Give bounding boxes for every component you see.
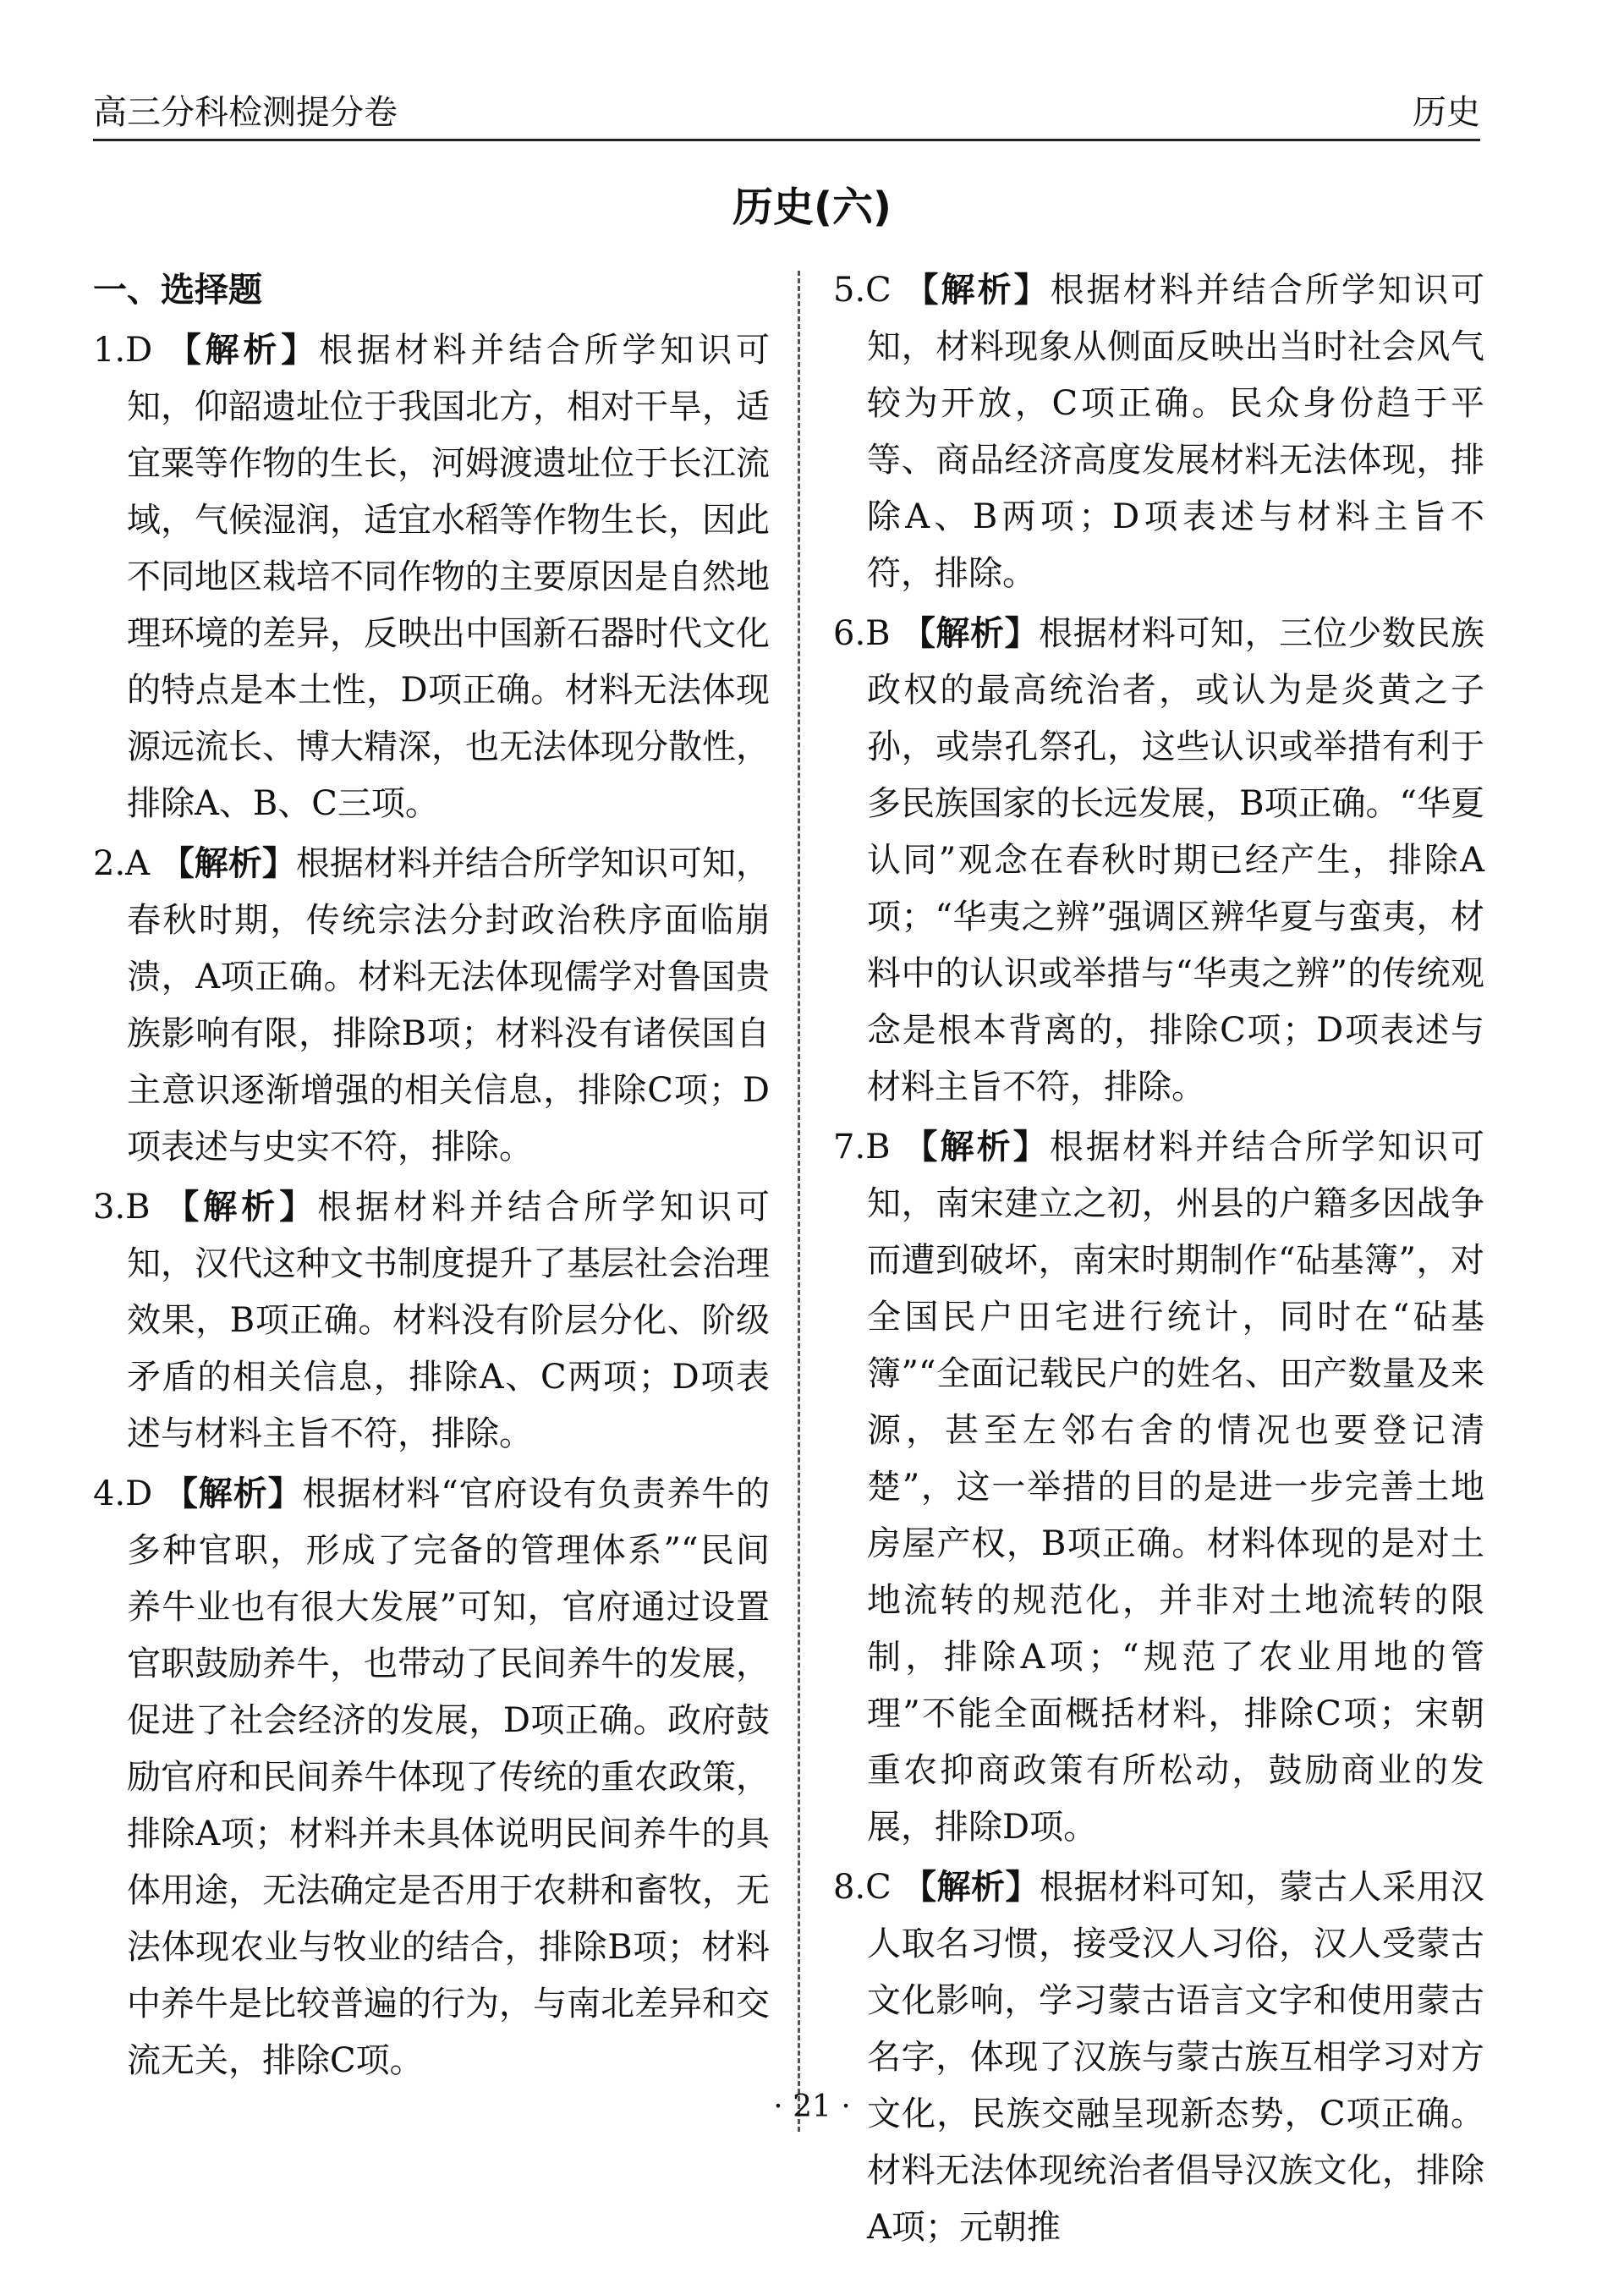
- header-series-title: 高三分科检测提分卷: [93, 93, 398, 132]
- header-subject: 历史: [1413, 93, 1480, 132]
- answer-text: 根据材料“官府设有负责养牛的多种官职，形成了完备的管理体系”“民间养牛业也有很大发展”可知，官府通过设置官职鼓励养牛，也带动了民间养牛的发展，促进了社会经济的发展，D项正确。政府鼓励官府和民间养牛体现了传统的重农政策，排除A项；材料并未具体说明民间养牛的具体用途，无法确定是否用于农耕和畜牧，无法体现农业与牧业的结合，排除B项；材料中养牛是比较普遍的行为，与南北差异和交流无关，排除C项。: [127, 1474, 770, 2080]
- answer-item-7: [833, 1119, 1484, 1856]
- analysis-tag: 【解析】: [903, 1128, 1050, 1167]
- answer-number: 2.A: [93, 844, 151, 883]
- analysis-tag: 【解析】: [165, 1188, 318, 1227]
- answer-number: 4.D: [93, 1474, 153, 1513]
- analysis-tag: 【解析】: [904, 271, 1051, 310]
- answer-number: 8.C: [833, 1868, 892, 1907]
- answer-item-2: [93, 836, 770, 1176]
- analysis-tag: 【解析】: [163, 1474, 303, 1513]
- page-title: 历史(六): [732, 184, 892, 231]
- answer-text: 根据材料并结合所学知识可知，春秋时期，传统宗法分封政治秩序面临崩溃，A项正确。材料无法体现儒学对鲁国贵族影响有限，排除B项；材料没有诸侯国自主意识逐渐增强的相关信息，排除C项；D项表述与史实不符，排除。: [127, 844, 771, 1167]
- column-divider: [798, 271, 800, 2132]
- answer-item-1: [93, 322, 770, 832]
- section-heading: 一、选择题: [93, 271, 262, 310]
- analysis-tag: 【解析】: [160, 844, 296, 883]
- page-number: · 21 ·: [773, 2089, 851, 2124]
- answer-item-3: [93, 1179, 770, 1463]
- answer-number: 3.B: [93, 1188, 151, 1227]
- analysis-tag: 【解析】: [167, 331, 320, 370]
- page-header: [93, 88, 1480, 141]
- answer-item-4: [93, 1466, 770, 2089]
- answer-number: 5.C: [833, 271, 892, 310]
- answer-item-6: [833, 606, 1484, 1116]
- answer-text: 根据材料并结合所学知识可知，材料现象从侧面反映出当时社会风气较为开放，C项正确。民众身份趋于平等、商品经济高度发展材料无法体现，排除A、B两项；D项表述与材料主旨不符，排除。: [867, 271, 1484, 593]
- analysis-tag: 【解析】: [901, 614, 1040, 653]
- right-column: [833, 262, 1484, 2259]
- answer-text: 根据材料并结合所学知识可知，汉代这种文书制度提升了基层社会治理效果，B项正确。材料没有阶层分化、阶级矛盾的相关信息，排除A、C两项；D项表述与材料主旨不符，排除。: [127, 1188, 771, 1453]
- left-column: [93, 262, 770, 2093]
- answer-item-5: [833, 262, 1484, 602]
- answer-text: 根据材料可知，蒙古人采用汉人取名习惯，接受汉人习俗，汉人受蒙古文化影响，学习蒙古语言文字和使用蒙古名字，体现了汉族与蒙古族互相学习对方文化，民族交融呈现新态势，C项正确。材料无法体现统治者倡导汉族文化，排除A项；元朝推: [867, 1868, 1484, 2247]
- answer-number: 6.B: [833, 614, 891, 653]
- answer-text: 根据材料可知，三位少数民族政权的最高统治者，或认为是炎黄之子孙，或崇孔祭孔，这些认识或举措有利于多民族国家的长远发展，B项正确。“华夏认同”观念在春秋时期已经产生，排除A项；“华夷之辨”强调区辨华夏与蛮夷，材料中的认识或举措与“华夷之辨”的传统观念是根本背离的，排除C项；D项表述与材料主旨不符，排除。: [867, 614, 1485, 1106]
- answer-number: 1.D: [93, 331, 153, 370]
- answer-text: 根据材料并结合所学知识可知，南宋建立之初，州县的户籍多因战争而遭到破坏，南宋时期制作“砧基簿”，对全国民户田宅进行统计，同时在“砧基簿”“全面记载民户的姓名、田产数量及来源，甚至左邻右舍的情况也要登记清楚”，这一举措的目的是进一步完善土地房屋产权，B项正确。材料体现的是对土地流转的规范化，并非对土地流转的限制，排除A项；“规范了农业用地的管理”不能全面概括材料，排除C项；宋朝重农抑商政策有所松动，鼓励商业的发展，排除D项。: [867, 1128, 1485, 1847]
- analysis-tag: 【解析】: [903, 1868, 1040, 1907]
- answer-text: 根据材料并结合所学知识可知，仰韶遗址位于我国北方，相对干旱，适宜粟等作物的生长，河姆渡遗址位于长江流域，气候湿润，适宜水稻等作物生长，因此不同地区栽培不同作物的主要原因是自然地理环境的差异，反映出中国新石器时代文化的特点是本土性，D项正确。材料无法体现源远流长、博大精深，也无法体现分散性，排除A、B、C三项。: [127, 331, 771, 823]
- answer-number: 7.B: [833, 1128, 891, 1167]
- answer-item-8: [833, 1859, 1484, 2256]
